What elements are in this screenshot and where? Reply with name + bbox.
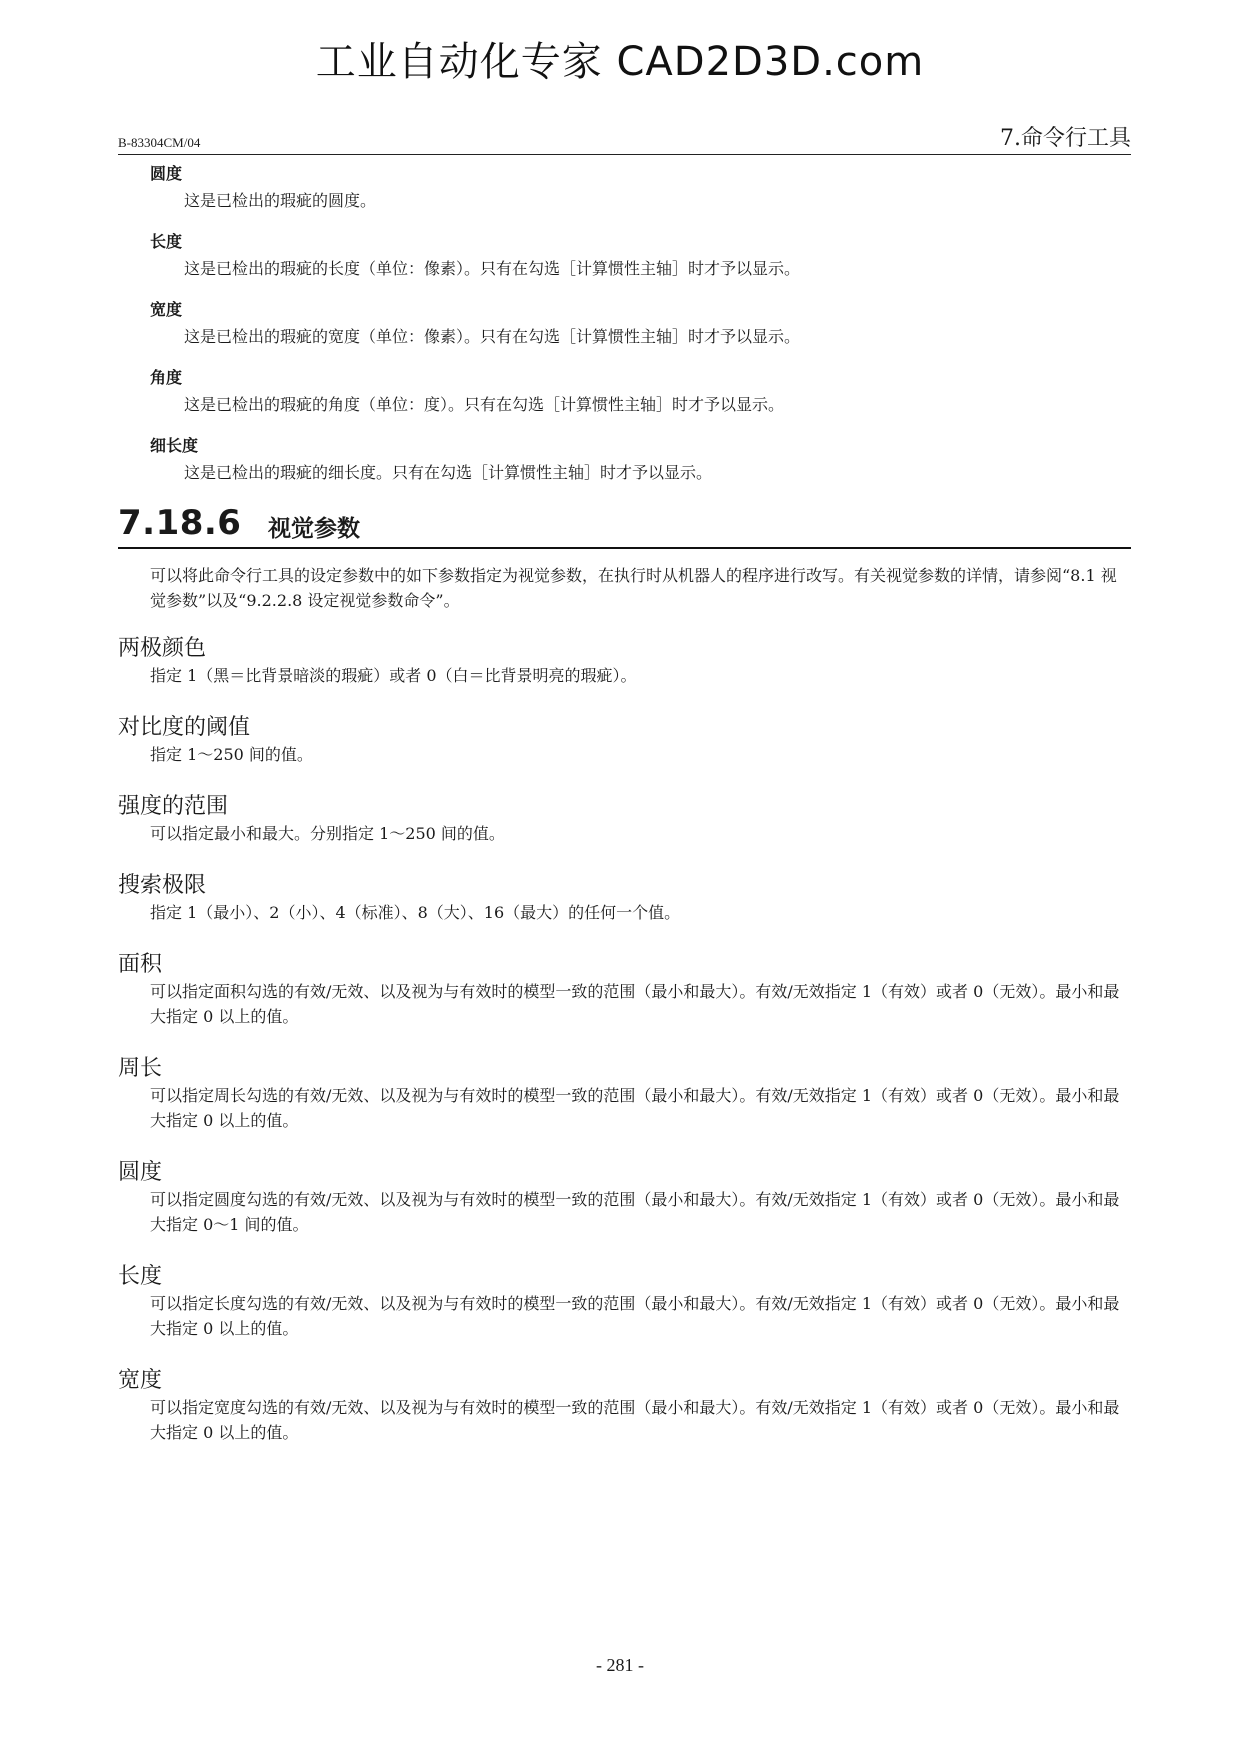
page-content xyxy=(118,160,1131,1445)
parameter-item xyxy=(118,635,1131,688)
parameter-title: 周长 xyxy=(118,1056,163,1081)
parameter-title: 搜索极限 xyxy=(118,873,207,898)
definition-desc: 这是已检出的瑕疵的宽度（单位：像素）。只有在勾选［计算惯性主轴］时才予以显示。 xyxy=(184,327,801,346)
definition-desc: 这是已检出的瑕疵的圆度。 xyxy=(184,191,377,210)
definition-item xyxy=(118,432,1131,485)
parameter-desc: 指定 1（黑＝比背景暗淡的瑕疵）或者 0（白＝比背景明亮的瑕疵）。 xyxy=(150,666,637,685)
parameter-title: 圆度 xyxy=(118,1160,163,1185)
definition-desc: 这是已检出的瑕疵的长度（单位：像素）。只有在勾选［计算惯性主轴］时才予以显示。 xyxy=(184,259,801,278)
parameter-item xyxy=(118,1055,1131,1133)
parameter-title: 长度 xyxy=(118,1264,163,1289)
document-id: B-83304CM/04 xyxy=(118,135,201,150)
running-header xyxy=(118,120,1131,155)
parameter-item xyxy=(118,793,1131,846)
watermark-title: 工业自动化专家 CAD2D3D.com xyxy=(315,39,925,85)
parameter-item xyxy=(118,1159,1131,1237)
definition-item xyxy=(118,228,1131,281)
definition-term: 长度 xyxy=(150,232,183,251)
parameter-title: 两极颜色 xyxy=(118,636,207,661)
parameter-desc: 可以指定宽度勾选的有效/无效、以及视为与有效时的模型一致的范围（最小和最大）。有效/无效指定 1（有效）或者 0（无效）。最小和最大指定 0 以上的值。 xyxy=(150,1398,1120,1442)
definition-desc: 这是已检出的瑕疵的角度（单位：度）。只有在勾选［计算惯性主轴］时才予以显示。 xyxy=(184,395,785,414)
section-title: 视觉参数 xyxy=(268,516,360,542)
parameter-item xyxy=(118,1263,1131,1341)
parameter-item xyxy=(118,714,1131,767)
chapter-title: 7.命令行工具 xyxy=(1000,126,1131,151)
parameter-title: 对比度的阈值 xyxy=(118,715,251,740)
definition-term: 宽度 xyxy=(150,300,183,319)
definition-item xyxy=(118,296,1131,349)
parameter-title: 宽度 xyxy=(118,1368,163,1393)
definition-term: 细长度 xyxy=(150,436,199,455)
section-number: 7.18.6 xyxy=(118,503,242,543)
section-heading xyxy=(118,503,1131,549)
parameter-title: 面积 xyxy=(118,952,163,977)
parameter-title: 强度的范围 xyxy=(118,794,229,819)
parameter-desc: 指定 1～250 间的值。 xyxy=(150,745,313,764)
section-intro: 可以将此命令行工具的设定参数中的如下参数指定为视觉参数，在执行时从机器人的程序进行改写。有关视觉参数的详情，请参阅“8.1 视觉参数”以及“9.2.2.8 设定视觉参数命令”。 xyxy=(150,566,1117,610)
parameter-item xyxy=(118,1367,1131,1445)
parameter-item xyxy=(118,951,1131,1029)
definition-item xyxy=(118,364,1131,417)
parameter-item xyxy=(118,872,1131,925)
parameter-desc: 可以指定圆度勾选的有效/无效、以及视为与有效时的模型一致的范围（最小和最大）。有效/无效指定 1（有效）或者 0（无效）。最小和最大指定 0～1 间的值。 xyxy=(150,1190,1120,1234)
page-number: - 281 - xyxy=(596,1655,644,1675)
parameter-desc: 可以指定周长勾选的有效/无效、以及视为与有效时的模型一致的范围（最小和最大）。有效/无效指定 1（有效）或者 0（无效）。最小和最大指定 0 以上的值。 xyxy=(150,1086,1120,1130)
parameter-desc: 可以指定长度勾选的有效/无效、以及视为与有效时的模型一致的范围（最小和最大）。有效/无效指定 1（有效）或者 0（无效）。最小和最大指定 0 以上的值。 xyxy=(150,1294,1120,1338)
parameter-desc: 指定 1（最小）、2（小）、4（标准）、8（大）、16（最大）的任何一个值。 xyxy=(150,903,681,922)
definition-item xyxy=(118,160,1131,213)
definition-desc: 这是已检出的瑕疵的细长度。只有在勾选［计算惯性主轴］时才予以显示。 xyxy=(184,463,713,482)
definition-term: 圆度 xyxy=(150,164,183,183)
parameter-desc: 可以指定最小和最大。分别指定 1～250 间的值。 xyxy=(150,824,505,843)
definition-term: 角度 xyxy=(150,368,183,387)
parameter-desc: 可以指定面积勾选的有效/无效、以及视为与有效时的模型一致的范围（最小和最大）。有效/无效指定 1（有效）或者 0（无效）。最小和最大指定 0 以上的值。 xyxy=(150,982,1120,1026)
